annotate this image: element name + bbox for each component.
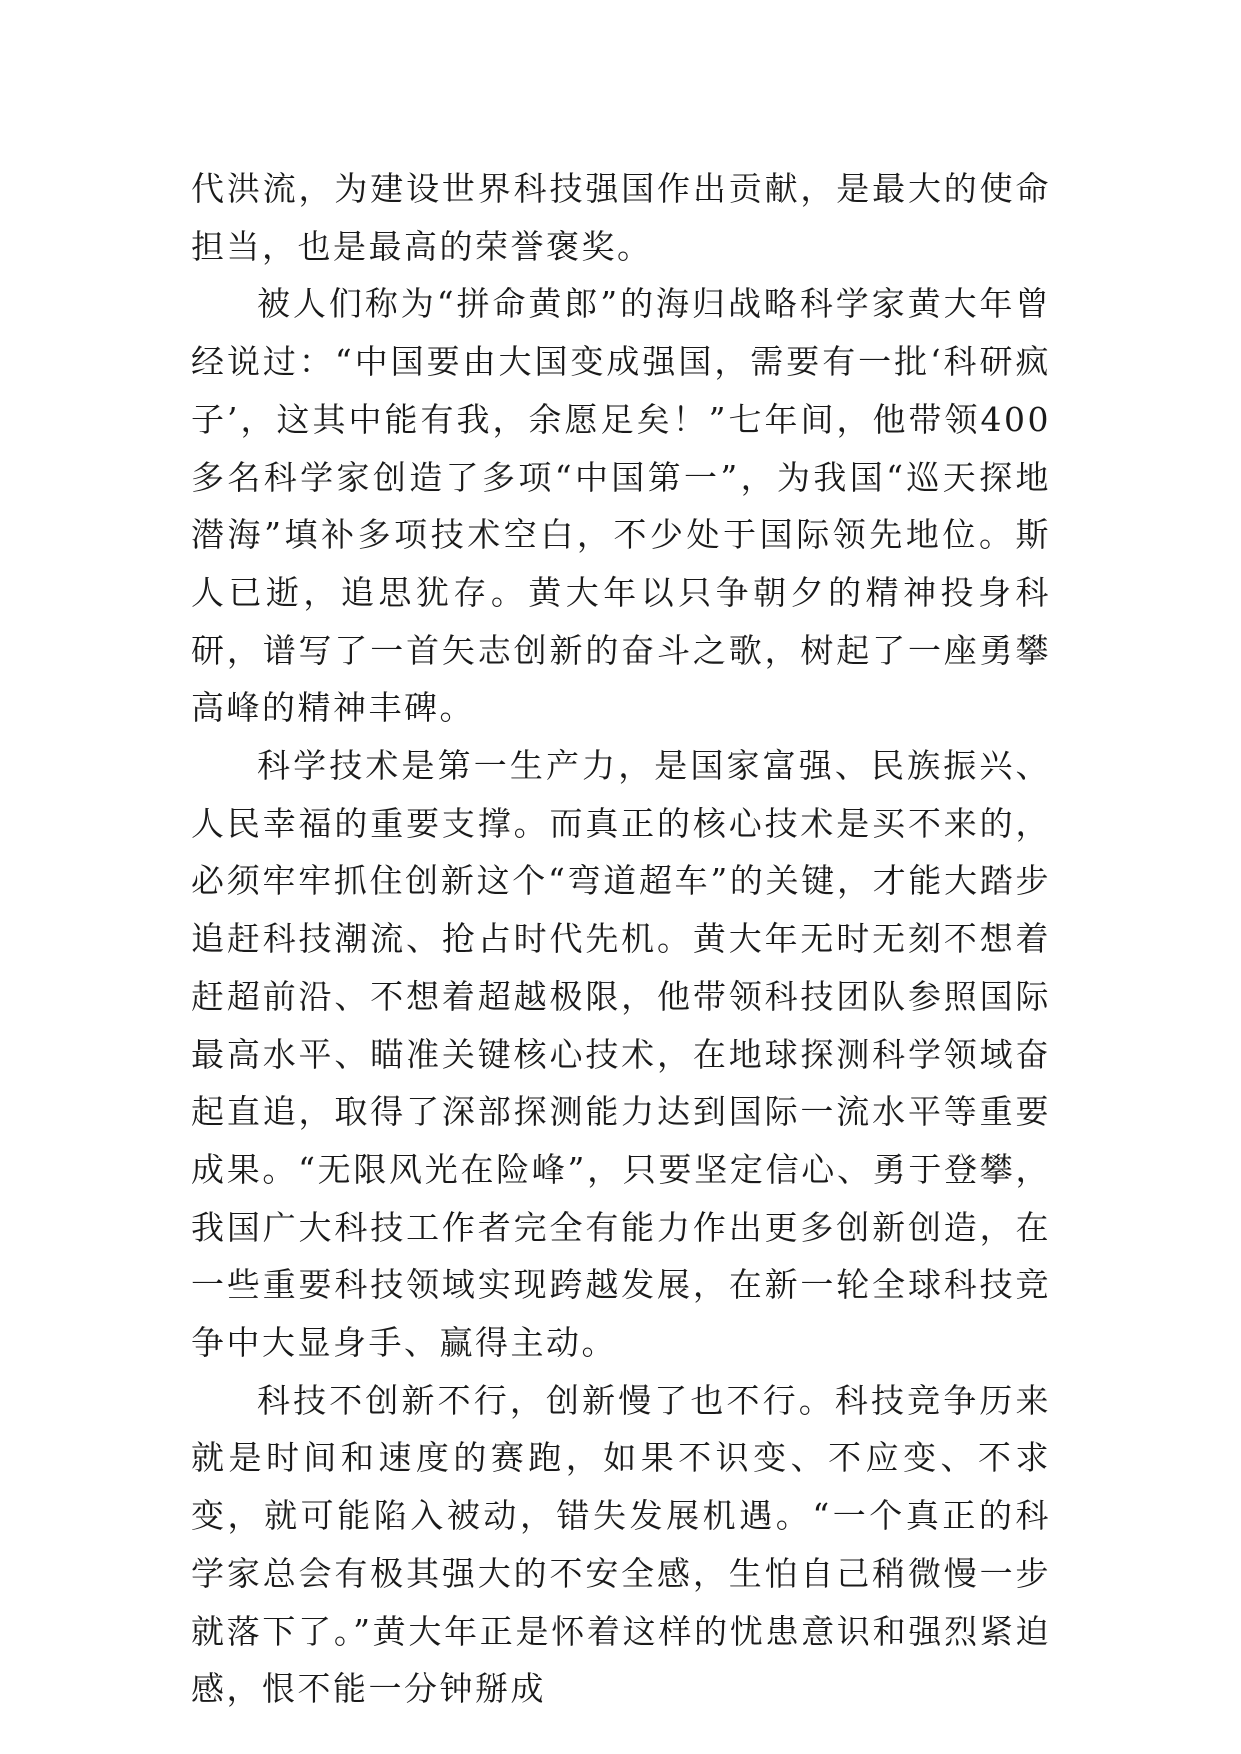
- paragraph-continuation: 代洪流，为建设世界科技强国作出贡献，是最大的使命担当，也是最高的荣誉褒奖。: [191, 169, 1051, 266]
- paragraph-huang-danian-quote: 被人们称为“拼命黄郎”的海归战略科学家黄大年曾经说过：“中国要由大国变成强国，需要有一批‘科研疯子’，这其中能有我，余愿足矣！”七年间，他带领400多名科学家创造了多项“中国第一”，为我国“巡天探地潜海”填补多项技术空白，不少处于国际领先地位。斯人已逝，追思犹存。黄大年以只争朝夕的精神投身科研，谱写了一首矢志创新的奋斗之歌，树起了一座勇攀高峰的精神丰碑。: [191, 284, 1051, 728]
- paragraph-innovation-speed: 科技不创新不行，创新慢了也不行。科技竞争历来就是时间和速度的赛跑，如果不识变、不应变、不求变，就可能陷入被动，错失发展机遇。“一个真正的科学家总会有极其强大的不安全感，生怕自己稍微慢一步就落下了。”黄大年正是怀着这样的忧患意识和强烈紧迫感，恨不能一分钟掰成: [191, 1380, 1051, 1709]
- paragraph-science-technology: 科学技术是第一生产力，是国家富强、民族振兴、人民幸福的重要支撑。而真正的核心技术是买不来的，必须牢牢抓住创新这个“弯道超车”的关键，才能大踏步追赶科技潮流、抢占时代先机。黄大年无时无刻不想着赶超前沿、不想着超越极限，他带领科技团队参照国际最高水平、瞄准关键核心技术，在地球探测科学领域奋起直追，取得了深部探测能力达到国际一流水平等重要成果。“无限风光在险峰”，只要坚定信心、勇于登攀，我国广大科技工作者完全有能力作出更多创新创造，在一些重要科技领域实现跨越发展，在新一轮全球科技竞争中大显身手、赢得主动。: [191, 746, 1051, 1363]
- document-body: [191, 160, 1051, 1718]
